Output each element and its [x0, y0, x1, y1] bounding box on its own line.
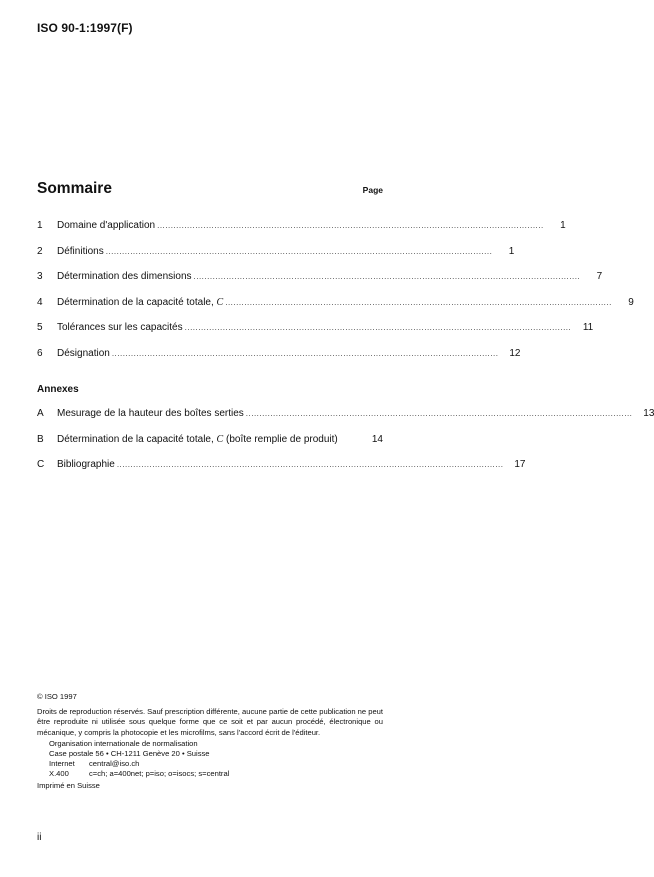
printed-in: Imprimé en Suisse	[37, 780, 100, 790]
toc-entry-page: 12	[509, 347, 521, 359]
toc-annex-b[interactable]	[37, 434, 383, 460]
toc-entry-number: 6	[37, 347, 43, 359]
toc-entry-title	[57, 434, 338, 445]
toc-leader-dots: ..............................................................................................................................................	[245, 409, 633, 418]
toc-entry-title: Bibliographie	[57, 459, 115, 471]
copyright-block	[37, 692, 383, 791]
standard-number: ISO 90-1:1997(F)	[37, 21, 133, 35]
x400-label: X.400	[49, 769, 69, 779]
organization-address	[49, 739, 383, 780]
toc-entry-page: 14	[371, 433, 383, 445]
toc-entry-number: 2	[37, 245, 43, 257]
toc-entry-2[interactable]	[37, 245, 515, 272]
toc-entry-page: 13	[643, 408, 654, 419]
toc-leader-dots: ..............................................................................................................................................	[193, 272, 581, 282]
toc-entry-3[interactable]	[37, 271, 603, 297]
toc-entry-page: 9	[628, 296, 634, 308]
toc-entry-title: Détermination des dimensions	[57, 271, 192, 283]
toc-entry-number: 3	[37, 271, 43, 283]
toc-entry-number: 5	[37, 322, 43, 334]
toc-entry-title: Définitions	[57, 245, 104, 257]
toc-entry-number: B	[37, 433, 44, 445]
toc-entry-number: A	[37, 408, 44, 419]
page-number: ii	[37, 832, 42, 843]
internet-label: Internet	[49, 759, 75, 769]
toc-entry-4[interactable]	[37, 296, 634, 323]
toc-entry-number: C	[37, 459, 45, 471]
postal-address: Case postale 56 • CH-1211 Genève 20 • Suisse	[49, 749, 210, 759]
toc-entry-title: Tolérances sur les capacités	[57, 322, 183, 334]
toc-leader-dots: ..............................................................................................................................................	[116, 460, 504, 470]
toc-entry-page: 7	[596, 271, 603, 283]
toc-leader-dots: ..............................................................................................................................................	[225, 297, 612, 307]
toc-leader-dots: ..............................................................................................................................................	[111, 348, 499, 358]
annexes-list	[37, 408, 654, 485]
toc-entry-title: Désignation	[57, 347, 110, 359]
toc-annex-a[interactable]	[37, 408, 654, 434]
toc-leader-dots: ..............................................................................................................................................	[105, 246, 493, 256]
contents-list	[37, 220, 634, 374]
contents-heading-row	[37, 180, 383, 200]
toc-leader-dots: ..............................................................................................................................................	[184, 323, 572, 333]
toc-entry-1[interactable]	[37, 220, 566, 246]
toc-entry-page: 11	[582, 322, 594, 334]
toc-entry-5[interactable]	[37, 322, 594, 348]
toc-entry-title: Mesurage de la hauteur des boîtes serties	[57, 408, 244, 419]
toc-annex-c[interactable]	[37, 459, 526, 485]
internet-address[interactable]: central@iso.ch	[89, 759, 140, 769]
toc-entry-page: 17	[514, 459, 526, 471]
toc-entry-number: 4	[37, 296, 43, 308]
x400-address: c=ch; a=400net; p=iso; o=isocs; s=central	[89, 769, 230, 779]
toc-entry-number: 1	[37, 220, 43, 231]
page-column-label: Page	[362, 185, 383, 195]
toc-entry-page: 1	[508, 245, 515, 257]
toc-entry-6[interactable]	[37, 347, 521, 374]
internet-row	[49, 759, 383, 769]
toc-entry-page: 1	[560, 220, 566, 231]
toc-entry-title: Domaine d'application	[57, 220, 156, 231]
copyright-notice: © ISO 1997	[37, 692, 77, 701]
capacity-symbol: C	[216, 296, 224, 308]
toc-entry-title	[57, 297, 223, 308]
toc-entry-title-text: Détermination de la capacité totale,	[57, 296, 217, 308]
x400-row	[49, 769, 383, 779]
organization-name: Organisation internationale de normalisation	[49, 738, 198, 748]
rights-statement: Droits de reproduction réservés. Sauf prescription différente, aucune partie de cette publication ne peut être reproduite ni utilisée sous quelque forme que ce soit et par aucun procédé, électronique ou mécanique, y compris la photocopie et les microfilms, sans l'accord écrit de l'éditeur.	[37, 707, 384, 737]
toc-entry-title-text: Détermination de la capacité totale,	[57, 433, 217, 445]
annexes-heading: Annexes	[37, 384, 79, 395]
capacity-symbol: C	[216, 433, 224, 445]
toc-leader-dots: ..............................................................................................................................................	[157, 221, 544, 230]
contents-heading: Sommaire	[37, 180, 112, 197]
toc-entry-title-suffix: (boîte remplie de produit)	[223, 433, 338, 445]
